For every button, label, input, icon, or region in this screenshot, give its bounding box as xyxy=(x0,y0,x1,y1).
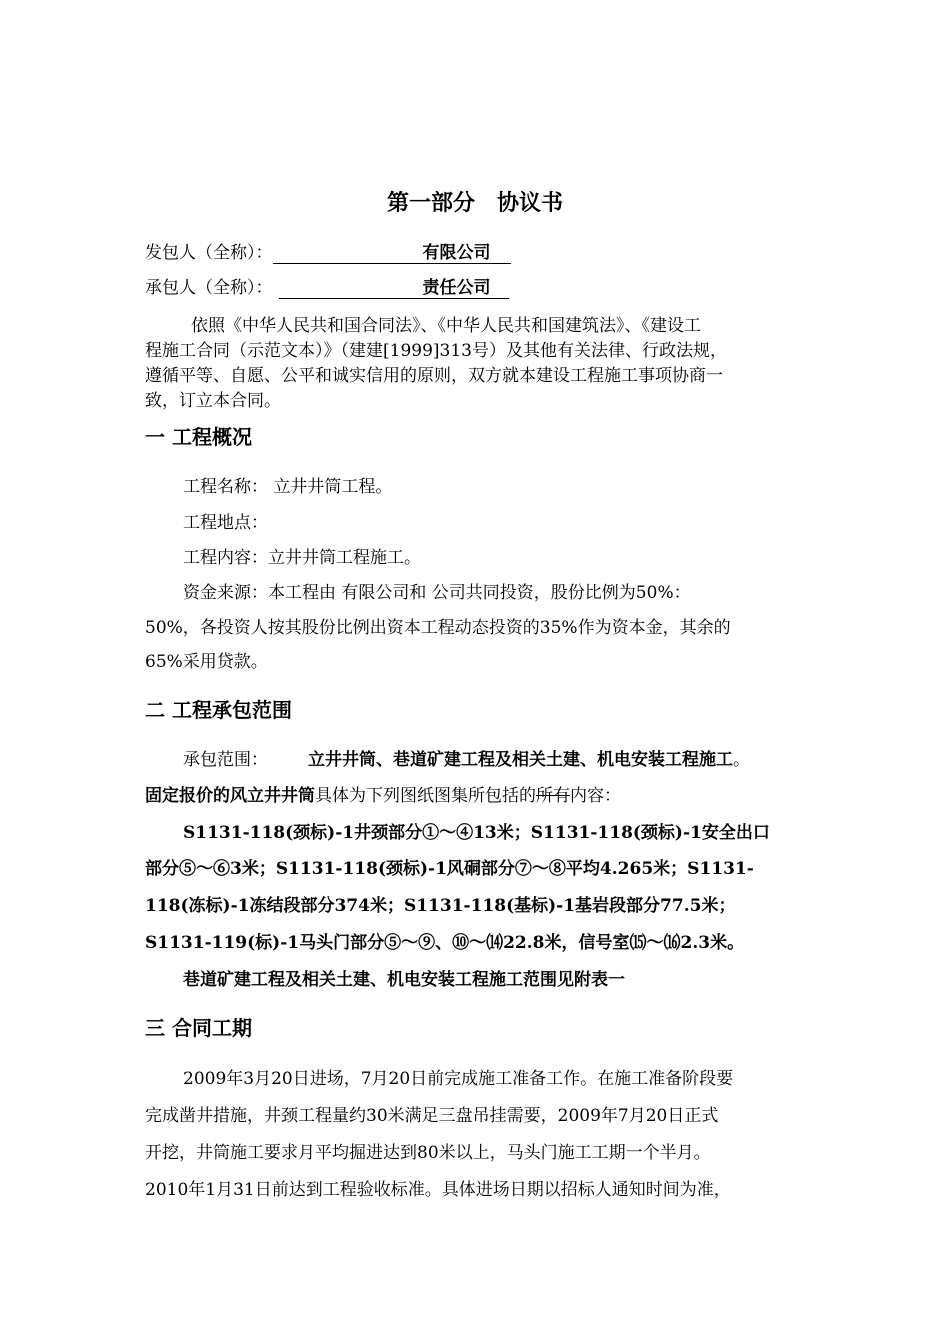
employer-line xyxy=(145,243,511,264)
section3-heading: 三 合同工期 xyxy=(145,1016,252,1040)
employer-name: 有限公司 xyxy=(422,243,491,263)
intro-line-2: 程施工合同（示范文本）》（建建[1999]313号）及其他有关法律、行政法规， xyxy=(145,341,727,361)
contractor-name-field xyxy=(279,278,509,299)
section1-heading: 一 工程概况 xyxy=(145,425,252,449)
project-name-line: 工程名称： 立井井筒工程。 xyxy=(183,477,393,497)
schedule-line-4: 2010年1月31日前达到工程验收标准。具体进场日期以招标人通知时间为准， xyxy=(145,1180,731,1200)
employer-label: 发包人（全称）： xyxy=(145,243,273,263)
funding-line-2: 50%，各投资人按其股份比例出资本工程动态投资的35%作为资本金，其余的 xyxy=(145,618,731,638)
contractor-line xyxy=(145,278,509,299)
funding-line-3: 65%采用贷款。 xyxy=(145,652,268,672)
contractor-label: 承包人（全称）： xyxy=(145,278,273,298)
intro-line-3: 遵循平等、自愿、公平和诚实信用的原则，双方就本建设工程施工事项协商一 xyxy=(145,366,723,386)
scope-value: 立井井筒、巷道矿建工程及相关土建、机电安装工程施工 xyxy=(308,750,733,770)
employer-name-field xyxy=(273,243,511,264)
section2-heading: 二 工程承包范围 xyxy=(145,698,292,722)
scope-item-3: 118(冻标)-1冻结段部分374米；S1131-118(基标)-1基岩段部分77.5米； xyxy=(145,896,736,916)
fixed-price-bold: 固定报价的风立井井筒 xyxy=(145,786,315,806)
project-content-line: 工程内容：立井井筒工程施工。 xyxy=(183,548,421,568)
scope-end: 。 xyxy=(733,750,750,770)
fixed-price-text: 具体为下列图纸图集所包括的 xyxy=(315,786,536,806)
scope-item-2: 部分⑤～⑥3米；S1131-118(颈标)-1风硐部分⑦～⑧平均4.265米；S1131- xyxy=(145,859,754,879)
schedule-line-1: 2009年3月20日进场，7月20日前完成施工准备工作。在施工准备阶段要 xyxy=(183,1069,734,1089)
document-title: 第一部分 协议书 xyxy=(386,190,563,216)
fixed-price-end: 内容： xyxy=(570,786,621,806)
scope-item-4: S1131-119(标)-1马头门部分⑤～⑨、⑩～⒁22.8米，信号室⒂～⒃2.3米。 xyxy=(145,933,745,953)
intro-line-1: 依照《中华人民共和国合同法》、《中华人民共和国建筑法》、《建设工 xyxy=(191,316,701,336)
schedule-line-2: 完成凿井措施，井颈工程量约30米满足三盘吊挂需要，2009年7月20日正式 xyxy=(145,1106,719,1126)
contractor-name: 责任公司 xyxy=(422,278,491,298)
fixed-price-line xyxy=(145,786,621,806)
schedule-line-3: 开挖，井筒施工要求月平均掘进达到80米以上，马头门施工工期一个半月。 xyxy=(145,1143,711,1163)
intro-line-4: 致，订立本合同。 xyxy=(145,391,281,411)
fixed-price-strike: 所有 xyxy=(536,786,570,806)
scope-item-1: S1131-118(颈标)-1井颈部分①～④13米；S1131-118(颈标)-1安全出口 xyxy=(183,823,770,843)
appendix-note: 巷道矿建工程及相关土建、机电安装工程施工范围见附表一 xyxy=(183,970,625,990)
funding-line-1: 资金来源：本工程由 有限公司和 公司共同投资，股份比例为50%： xyxy=(183,583,691,603)
scope-line xyxy=(183,750,750,770)
project-site-line: 工程地点： xyxy=(183,513,268,533)
scope-label: 承包范围： xyxy=(183,750,268,770)
